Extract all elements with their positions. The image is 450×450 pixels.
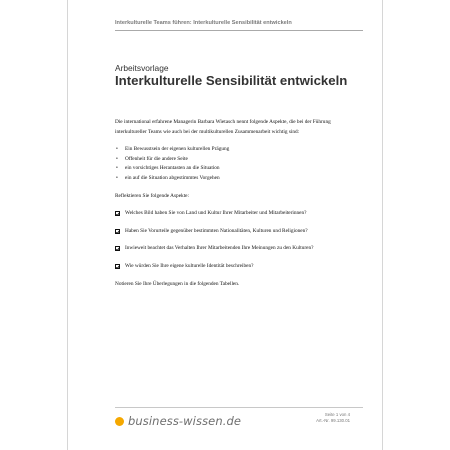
- footer-divider: [115, 407, 363, 408]
- header-divider: [115, 30, 363, 31]
- page-number: Seite 1 von 4: [324, 412, 350, 417]
- brand-logo: [115, 413, 241, 429]
- bullet-icon: •: [116, 155, 118, 162]
- aspects-list: [115, 145, 361, 183]
- question-text: Wie würden Sie Ihre eigene kulturelle Identität beschreiben?: [125, 262, 254, 269]
- checkbox-icon: [115, 264, 120, 269]
- document-kicker: Arbeitsvorlage: [115, 63, 169, 73]
- list-item: • ein vorsichtiges Herantasten an die Situation: [115, 164, 361, 174]
- page-info: [316, 412, 350, 424]
- logo-text: business-wissen.de: [128, 414, 242, 428]
- question-text: Haben Sie Vorurteile gegenüber bestimmten Nationalitäten, Kulturen und Religionen?: [125, 227, 308, 234]
- checkbox-icon: [115, 211, 120, 216]
- checkbox-icon: [115, 246, 120, 251]
- list-item: • Offenheit für die andere Seite: [115, 155, 361, 165]
- question-text: Welches Bild haben Sie von Land und Kultur Ihrer Mitarbeiter und Mitarbeiterinnen?: [125, 210, 307, 217]
- checkbox-icon: [115, 229, 120, 234]
- question-item: [115, 209, 361, 219]
- question-item: [115, 244, 361, 254]
- list-item: • ein auf die Situation abgestimmtes Vorgehen: [115, 174, 361, 184]
- running-header: Interkulturelle Teams führen: Interkulturelle Sensibilität entwickeln: [115, 20, 292, 26]
- intro-paragraph: Die international erfahrene Managerin Barbara Wietasch nennt folgende Aspekte, die bei der Führung interkultureller Teams wie auch bei der multikulturellen Zusammenarbeit wichtig sind:: [115, 119, 331, 135]
- closing-paragraph: Notieren Sie Ihre Überlegungen in die folgenden Tabellen.: [115, 280, 240, 287]
- bullet-icon: •: [116, 165, 118, 172]
- reflect-heading: Reflektieren Sie folgende Aspekte:: [115, 192, 189, 199]
- bullet-icon: •: [116, 174, 118, 181]
- logo-dot-icon: [115, 417, 124, 426]
- document-title: Interkulturelle Sensibilität entwickeln: [115, 73, 348, 88]
- article-number: Art.-Nr. 99.130.01: [316, 418, 350, 423]
- document-page: [67, 0, 383, 450]
- question-item: [115, 227, 361, 237]
- list-item: • Ein Bewusstsein der eigenen kulturellen Prägung: [115, 145, 361, 155]
- question-text: Inwieweit beachtet das Verhalten Ihrer Mitarbeitenden Ihre Meinungen zu den Kulturen?: [125, 245, 314, 252]
- bullet-icon: •: [116, 146, 118, 153]
- question-item: [115, 262, 361, 272]
- document-body: [115, 118, 361, 289]
